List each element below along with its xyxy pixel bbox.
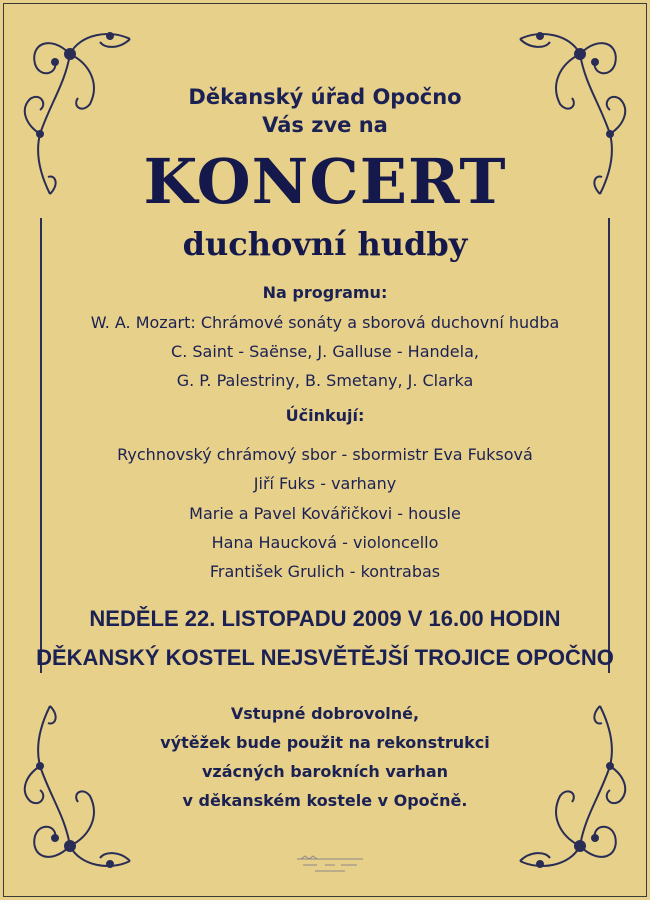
performer-line: Rychnovský chrámový sbor - sbormistr Eva Fuksová xyxy=(117,445,533,464)
performer-line: Hana Haucková - violoncello xyxy=(211,533,439,552)
poster-subtitle: duchovní hudby xyxy=(182,225,468,263)
info-line: vzácných barokních varhan xyxy=(201,762,449,781)
invitation: Vás zve na xyxy=(262,113,388,137)
info-line: Vstupné dobrovolné, xyxy=(230,704,420,723)
stamp-mark-icon xyxy=(295,853,365,875)
info-line: v děkanském kostele v Opočně. xyxy=(182,791,468,810)
program-line: W. A. Mozart: Chrámové sonáty a sborová duchovní hudba xyxy=(90,313,560,332)
performer-line: Jiří Fuks - varhany xyxy=(253,474,397,493)
event-date: NEDĚLE 22. LISTOPADU 2009 V 16.00 HODIN xyxy=(89,606,561,631)
event-place: DĚKANSKÝ KOSTEL NEJSVĚTĚJŠÍ TROJICE OPOČNO xyxy=(36,645,614,670)
info-line: výtěžek bude použit na rekonstrukci xyxy=(160,733,490,752)
organizer: Děkanský úřad Opočno xyxy=(188,85,462,109)
program-line: G. P. Palestriny, B. Smetany, J. Clarka xyxy=(176,371,474,390)
performer-line: František Grulich - kontrabas xyxy=(209,562,441,581)
performers-heading: Účinkují: xyxy=(285,406,365,425)
program-line: C. Saint - Saënse, J. Galluse - Handela, xyxy=(171,342,479,361)
poster-title: KONCERT xyxy=(143,145,507,218)
performer-line: Marie a Pavel Kovářičkovi - housle xyxy=(189,504,461,523)
program-heading: Na programu: xyxy=(262,283,388,302)
